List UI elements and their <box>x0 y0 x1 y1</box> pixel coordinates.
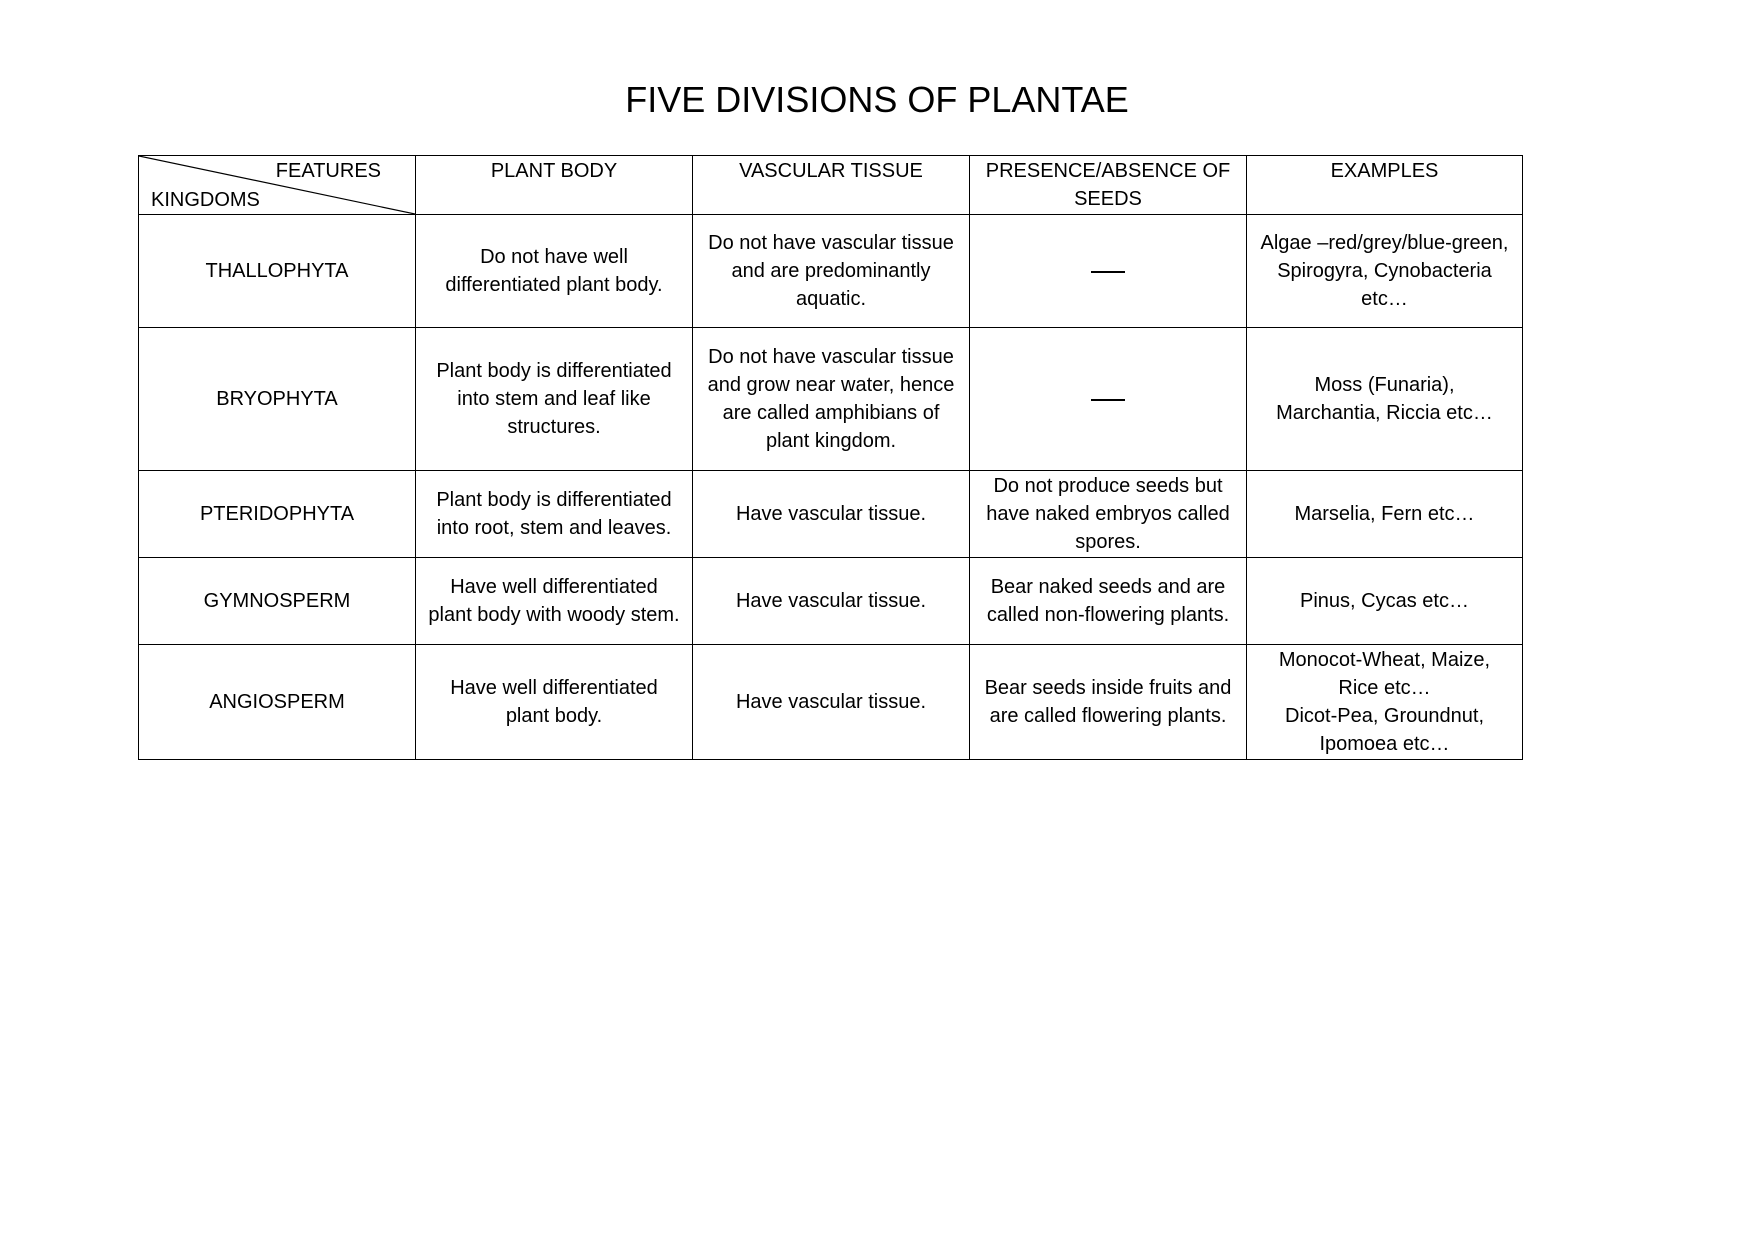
vascular-tissue-cell: Have vascular tissue. <box>693 558 970 645</box>
table-row <box>139 215 1523 328</box>
seeds-cell: Bear naked seeds and are called non-flowering plants. <box>970 558 1247 645</box>
vascular-tissue-cell: Have vascular tissue. <box>693 471 970 558</box>
header-examples: EXAMPLES <box>1247 156 1523 215</box>
examples-cell <box>1247 645 1523 760</box>
seeds-cell: Bear seeds inside fruits and are called flowering plants. <box>970 645 1247 760</box>
plant-body-cell: Have well differentiated plant body. <box>416 645 693 760</box>
dash-mark <box>1091 399 1125 401</box>
example-line: Moss (Funaria), <box>1314 374 1455 396</box>
seeds-cell <box>970 328 1247 471</box>
header-vascular-tissue: VASCULAR TISSUE <box>693 156 970 215</box>
examples-cell <box>1247 215 1523 328</box>
divisions-table <box>138 155 1523 760</box>
kingdom-cell: GYMNOSPERM <box>139 558 416 645</box>
vascular-tissue-cell: Do not have vascular tissue and grow near water, hence are called amphibians of plant kingdom. <box>693 328 970 471</box>
example-line: Spirogyra, Cynobacteria etc… <box>1277 260 1492 310</box>
page-title: FIVE DIVISIONS OF PLANTAE <box>625 79 1129 120</box>
example-line: Pinus, Cycas etc… <box>1300 590 1469 612</box>
plant-body-cell: Plant body is differentiated into stem and leaf like structures. <box>416 328 693 471</box>
examples-cell <box>1247 471 1523 558</box>
vascular-tissue-cell: Have vascular tissue. <box>693 645 970 760</box>
examples-cell <box>1247 558 1523 645</box>
header-seeds: PRESENCE/ABSENCE OF SEEDS <box>970 156 1247 215</box>
header-plant-body: PLANT BODY <box>416 156 693 215</box>
example-line: Algae –red/grey/blue-green, <box>1260 232 1509 254</box>
kingdom-cell: BRYOPHYTA <box>139 328 416 471</box>
kingdom-cell: ANGIOSPERM <box>139 645 416 760</box>
table-row <box>139 558 1523 645</box>
plant-body-cell: Have well differentiated plant body with woody stem. <box>416 558 693 645</box>
corner-header <box>139 156 416 215</box>
features-label: FEATURES <box>275 160 381 182</box>
seeds-cell: Do not produce seeds but have naked embryos called spores. <box>970 471 1247 558</box>
plant-body-cell: Do not have well differentiated plant body. <box>416 215 693 328</box>
example-line: Dicot-Pea, Groundnut, Ipomoea etc… <box>1285 705 1484 755</box>
vascular-tissue-cell: Do not have vascular tissue and are predominantly aquatic. <box>693 215 970 328</box>
seeds-cell <box>970 215 1247 328</box>
table-row <box>139 328 1523 471</box>
example-line: Monocot-Wheat, Maize, Rice etc… <box>1278 649 1491 699</box>
kingdom-cell: THALLOPHYTA <box>139 215 416 328</box>
dash-mark <box>1091 271 1125 273</box>
kingdoms-label: KINGDOMS <box>151 189 260 211</box>
plant-body-cell: Plant body is differentiated into root, stem and leaves. <box>416 471 693 558</box>
table-row <box>139 471 1523 558</box>
example-line: Marchantia, Riccia etc… <box>1276 402 1493 424</box>
header-row <box>139 156 1523 215</box>
examples-cell <box>1247 328 1523 471</box>
example-line: Marselia, Fern etc… <box>1294 503 1475 525</box>
table-row <box>139 645 1523 760</box>
kingdom-cell: PTERIDOPHYTA <box>139 471 416 558</box>
